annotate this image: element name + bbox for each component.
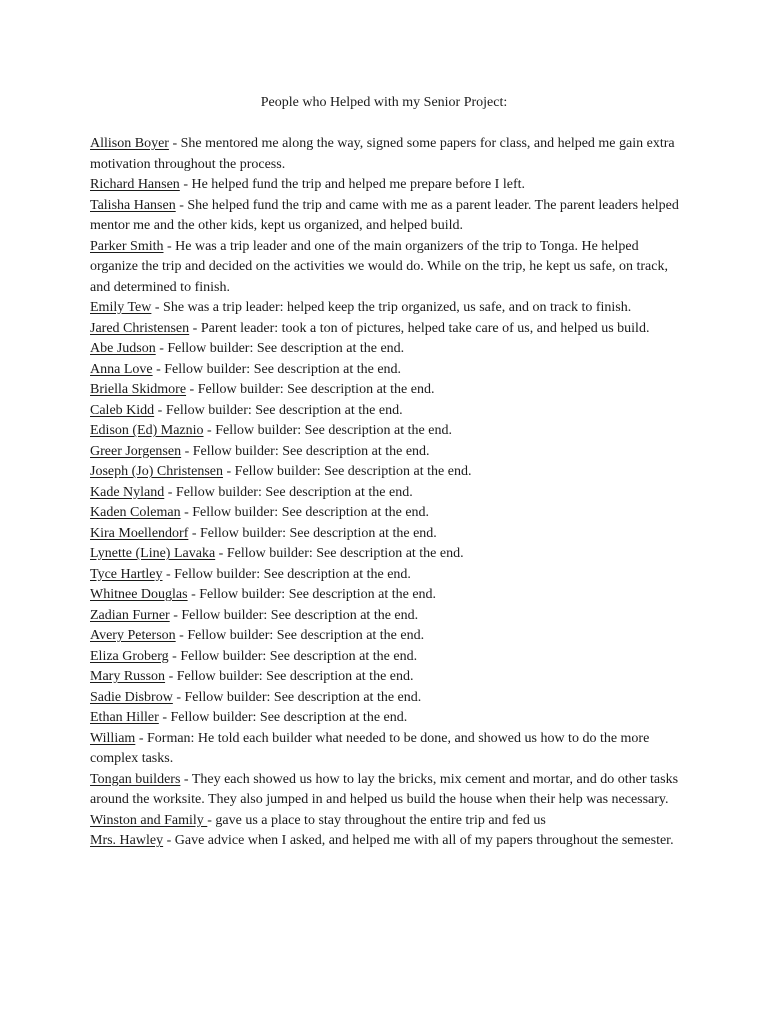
helper-name: Mary Russon [90,669,166,684]
helper-entry [90,647,690,668]
helper-name: Mrs. Hawley [90,833,164,848]
helper-entry [90,708,690,729]
helper-entry [90,811,690,832]
helper-description: - Fellow builder: See description at the end. [215,546,464,561]
helper-name: Zadian Furner [90,607,170,623]
helper-entry [90,298,690,319]
helper-description: - Fellow builder: See description at the end. [165,669,414,684]
helper-name: Talisha Hansen [90,197,176,213]
helper-entry [90,831,690,852]
helper-name: Eliza Groberg [90,648,169,664]
helper-description: - She helped fund the trip and came with me as a parent leader. The parent leaders helped mentor me and the other kids, kept us organized, and helped build. [90,197,679,233]
helper-description: - Fellow builder: See description at the end. [158,710,408,725]
helper-description: - Fellow builder: See description at the end. [169,607,419,623]
helper-entry [90,421,690,442]
helper-name: Avery Peterson [90,628,176,643]
helper-name: Edison (Ed) Maznio [90,423,204,438]
helper-entry [90,483,690,504]
helper-description: - Fellow builder: See description at the end. [186,382,435,397]
helper-description: - Fellow builder: See description at the end. [187,587,437,602]
helper-description: - Parent leader: took a ton of pictures, helped take care of us, and helped us build. [189,320,650,336]
helper-entry [90,319,690,340]
helper-name: Richard Hansen [90,177,180,192]
helper-entry [90,134,690,175]
helper-entry [90,175,690,196]
helper-entry [90,360,690,381]
helper-name: Emily Tew [90,300,152,315]
helper-entry [90,544,690,565]
helper-entry [90,401,690,422]
helper-description: - Fellow builder: See description at the end. [162,566,411,582]
helper-entry [90,442,690,463]
helper-name: Jared Christensen [90,320,190,336]
helper-name: Anna Love [90,361,153,377]
helper-entry [90,729,690,770]
helper-description: - Fellow builder: See description at the end. [223,464,472,479]
helper-entry [90,606,690,627]
helper-name: Caleb Kidd [90,402,155,418]
helper-entry [90,524,690,545]
helper-description: - Fellow builder: See description at the end. [168,648,418,664]
helper-description: - gave us a place to stay throughout the entire trip and fed us [207,812,546,828]
helper-description: - Fellow builder: See description at the end. [175,628,425,643]
helper-description: - Fellow builder: See description at the end. [172,689,422,705]
helper-entry [90,585,690,606]
helper-name: Tyce Hartley [90,566,163,582]
helper-description: - He helped fund the trip and helped me prepare before I left. [179,177,525,192]
helper-description: - Fellow builder: See description at the end. [155,341,405,356]
helper-name: Briella Skidmore [90,382,187,397]
helper-entry [90,339,690,360]
helper-description: - He was a trip leader and one of the main organizers of the trip to Tonga. He helped organize the trip and decided on the activities we would do. While on the trip, he kept us safe, on track, and determined to finish. [90,238,668,295]
helper-entry [90,196,690,237]
helper-name: Whitnee Douglas [90,587,188,602]
helper-description: - Fellow builder: See description at the end. [188,525,437,541]
helper-list [90,134,690,852]
helper-name: Greer Jorgensen [90,443,182,459]
helper-description: - They each showed us how to lay the bricks, mix cement and mortar, and do other tasks around the worksite. They also jumped in and helped us build the house when their help was necessary. [90,771,679,807]
helper-entry [90,237,690,299]
helper-name: Kaden Coleman [90,505,181,520]
helper-name: Parker Smith [90,238,164,254]
helper-name: Ethan Hiller [90,710,159,725]
helper-description: - Fellow builder: See description at the end. [154,402,403,418]
helper-description: - She mentored me along the way, signed some papers for class, and helped me gain extra motivation throughout the process. [90,136,675,172]
helper-description: - Fellow builder: See description at the end. [181,443,430,459]
helper-entry [90,626,690,647]
helper-description: - Gave advice when I asked, and helped me with all of my papers throughout the semester. [163,833,674,848]
helper-entry [90,380,690,401]
helper-entry [90,688,690,709]
helper-entry [90,565,690,586]
helper-name: Lynette (Line) Lavaka [90,546,216,561]
helper-name: Tongan builders [90,771,181,787]
helper-description: - Fellow builder: See description at the end. [152,361,402,377]
document-title: People who Helped with my Senior Project: [260,95,508,110]
helper-name: William [90,730,136,746]
helper-name: Allison Boyer [90,136,169,151]
helper-entry [90,462,690,483]
helper-name: Abe Judson [90,341,156,356]
helper-name: Kade Nyland [90,484,165,500]
helper-name: Kira Moellendorf [90,525,189,541]
helper-description: - Fellow builder: See description at the end. [180,505,430,520]
helper-description: - Fellow builder: See description at the end. [203,423,452,438]
helper-description: - Forman: He told each builder what needed to be done, and showed us how to do the more complex tasks. [90,730,650,766]
helper-entry [90,770,690,811]
helper-name: Joseph (Jo) Christensen [90,464,223,479]
helper-name: Sadie Disbrow [90,689,173,705]
helper-description: - Fellow builder: See description at the end. [164,484,413,500]
helper-entry [90,503,690,524]
helper-entry [90,667,690,688]
helper-description: - She was a trip leader: helped keep the trip organized, us safe, and on track to finish. [151,300,632,315]
helper-name: Winston and Family [90,812,208,828]
